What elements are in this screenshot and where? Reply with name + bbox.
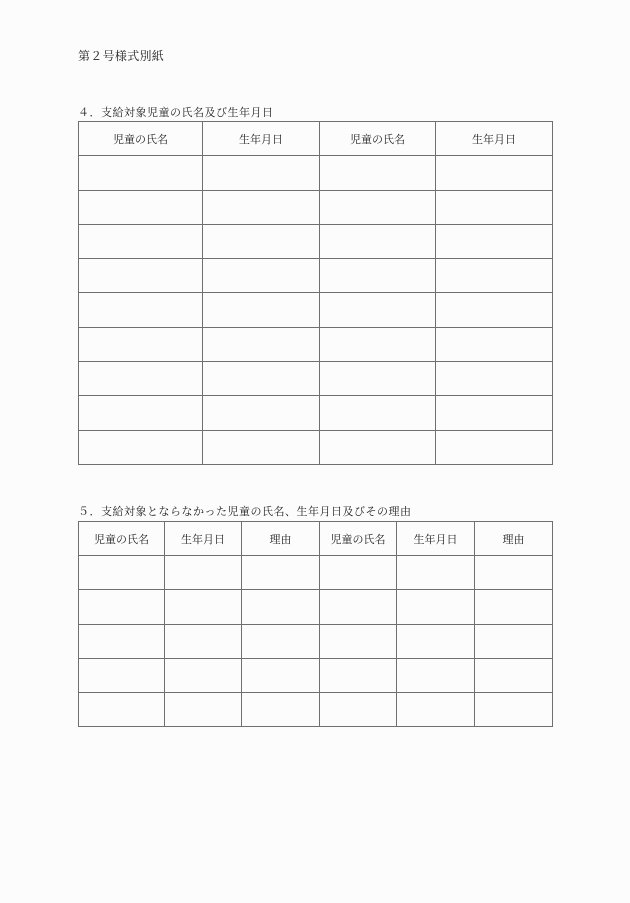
child-name-cell[interactable] [79, 430, 203, 464]
table-row [79, 156, 553, 190]
column-header-reason: 理由 [242, 522, 320, 556]
birthdate-cell[interactable] [397, 692, 475, 726]
child-name-cell[interactable] [320, 430, 436, 464]
child-name-cell[interactable] [320, 327, 436, 361]
birthdate-cell[interactable] [436, 156, 553, 190]
reason-cell[interactable] [475, 556, 553, 590]
column-header-child-name: 児童の氏名 [320, 522, 397, 556]
birthdate-cell[interactable] [436, 430, 553, 464]
birthdate-cell[interactable] [203, 327, 320, 361]
child-name-cell[interactable] [320, 156, 436, 190]
birthdate-cell[interactable] [165, 624, 242, 658]
table-row [79, 556, 553, 590]
birthdate-cell[interactable] [436, 293, 553, 327]
table-row [79, 590, 553, 624]
birthdate-cell[interactable] [165, 556, 242, 590]
column-header-child-name: 児童の氏名 [79, 122, 203, 156]
child-name-cell[interactable] [79, 692, 165, 726]
child-name-cell[interactable] [79, 224, 203, 258]
reason-cell[interactable] [475, 624, 553, 658]
table-header-row [79, 522, 553, 556]
section-4-heading: ４．支給対象児童の氏名及び生年月日 [78, 106, 274, 119]
child-name-cell[interactable] [320, 396, 436, 430]
birthdate-cell[interactable] [436, 224, 553, 258]
reason-cell[interactable] [242, 624, 320, 658]
child-name-cell[interactable] [79, 590, 165, 624]
birthdate-cell[interactable] [165, 590, 242, 624]
child-name-cell[interactable] [79, 396, 203, 430]
reason-cell[interactable] [242, 692, 320, 726]
birthdate-cell[interactable] [203, 293, 320, 327]
child-name-cell[interactable] [79, 362, 203, 396]
reason-cell[interactable] [242, 590, 320, 624]
birthdate-cell[interactable] [397, 658, 475, 692]
child-name-cell[interactable] [79, 156, 203, 190]
table-row [79, 430, 553, 464]
reason-cell[interactable] [475, 658, 553, 692]
birthdate-cell[interactable] [436, 362, 553, 396]
table-row [79, 658, 553, 692]
child-name-cell[interactable] [320, 190, 436, 224]
birthdate-cell[interactable] [203, 156, 320, 190]
birthdate-cell[interactable] [203, 396, 320, 430]
column-header-child-name: 児童の氏名 [320, 122, 436, 156]
column-header-birthdate: 生年月日 [165, 522, 242, 556]
child-name-cell[interactable] [79, 556, 165, 590]
reason-cell[interactable] [475, 590, 553, 624]
table-row [79, 224, 553, 258]
child-name-cell[interactable] [79, 658, 165, 692]
birthdate-cell[interactable] [436, 396, 553, 430]
reason-cell[interactable] [242, 658, 320, 692]
child-name-cell[interactable] [320, 692, 397, 726]
child-name-cell[interactable] [79, 327, 203, 361]
table-row [79, 396, 553, 430]
child-name-cell[interactable] [320, 293, 436, 327]
child-name-cell[interactable] [79, 190, 203, 224]
table-row [79, 190, 553, 224]
birthdate-cell[interactable] [436, 190, 553, 224]
table-row [79, 362, 553, 396]
birthdate-cell[interactable] [165, 692, 242, 726]
birthdate-cell[interactable] [203, 190, 320, 224]
column-header-birthdate: 生年月日 [397, 522, 475, 556]
birthdate-cell[interactable] [203, 362, 320, 396]
child-name-cell[interactable] [79, 259, 203, 293]
ineligible-children-table [78, 521, 553, 727]
child-name-cell[interactable] [320, 362, 436, 396]
table-row [79, 293, 553, 327]
birthdate-cell[interactable] [165, 658, 242, 692]
column-header-child-name: 児童の氏名 [79, 522, 165, 556]
birthdate-cell[interactable] [203, 224, 320, 258]
table-row [79, 624, 553, 658]
table-row [79, 327, 553, 361]
birthdate-cell[interactable] [436, 259, 553, 293]
child-name-cell[interactable] [320, 624, 397, 658]
reason-cell[interactable] [475, 692, 553, 726]
birthdate-cell[interactable] [203, 430, 320, 464]
eligible-children-table [78, 121, 553, 465]
child-name-cell[interactable] [79, 293, 203, 327]
birthdate-cell[interactable] [203, 259, 320, 293]
birthdate-cell[interactable] [397, 590, 475, 624]
child-name-cell[interactable] [320, 224, 436, 258]
child-name-cell[interactable] [320, 590, 397, 624]
table-header-row [79, 122, 553, 156]
column-header-reason: 理由 [475, 522, 553, 556]
birthdate-cell[interactable] [397, 556, 475, 590]
child-name-cell[interactable] [320, 259, 436, 293]
reason-cell[interactable] [242, 556, 320, 590]
birthdate-cell[interactable] [397, 624, 475, 658]
page-title: 第２号様式別紙 [78, 49, 165, 63]
column-header-birthdate: 生年月日 [436, 122, 553, 156]
child-name-cell[interactable] [79, 624, 165, 658]
section-5-heading: ５．支給対象とならなかった児童の氏名、生年月日及びその理由 [78, 505, 412, 518]
child-name-cell[interactable] [320, 658, 397, 692]
column-header-birthdate: 生年月日 [203, 122, 320, 156]
table-row [79, 259, 553, 293]
birthdate-cell[interactable] [436, 327, 553, 361]
table-row [79, 692, 553, 726]
child-name-cell[interactable] [320, 556, 397, 590]
